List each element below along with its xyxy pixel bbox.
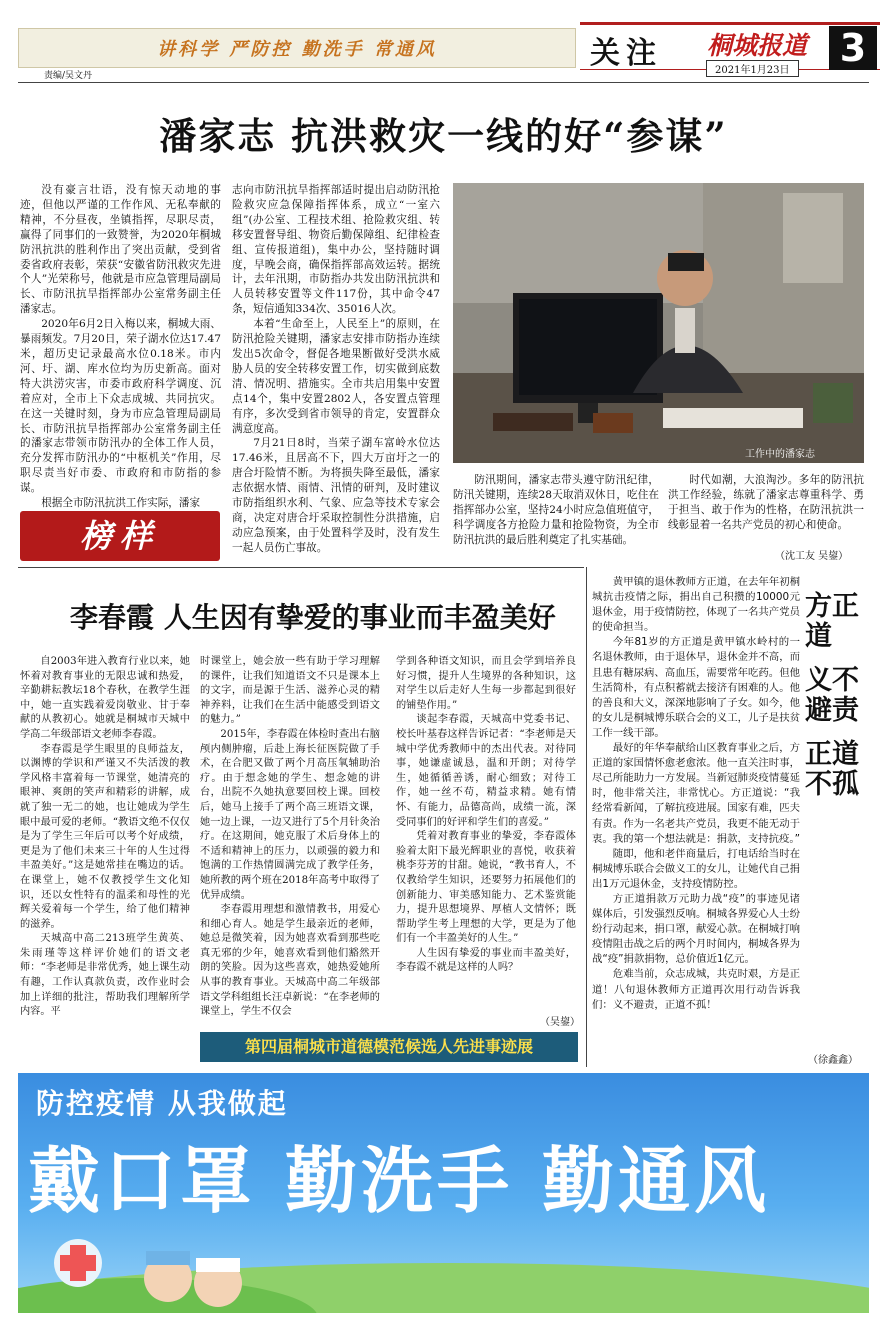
article2-column-2 (200, 655, 380, 1027)
article2-paragraph: 凭着对教育事业的挚爱，李春霞体验着太阳下最光辉职业的喜悦，收获着桃李芬芳的甘甜。她说，“教书育人，不仅教给学生知识，还要努力拓展他们的创新能力、审美感知能力、艺术鉴赏能力，提升思想境界、厚植人文情怀；既帮助学生考上理想的大学，更是为了他们有一个丰盈美好的人生。” (396, 831, 576, 945)
article2-paragraph: 李春霞用理想和激情教书，用爱心和细心育人。她是学生最亲近的老师，她总是微笑着，因为她喜欢看到那些吃真无邪的少年，她喜欢看到他们豁然开朗的笑脸。因为这些喜欢，她热爱她所从事的教育事业。天城高中高二年级部语文学科组组长汪卓新说：“在李老师的课堂上，学生不仅会 (200, 904, 380, 1018)
article2-byline: （吴鋆） (540, 1017, 580, 1028)
article3-title-line: 方正道 (805, 591, 859, 652)
article3-byline: （徐鑫鑫） (808, 1055, 858, 1066)
section-name: 关注 (590, 36, 662, 71)
article1-paragraph: 时代如潮，大浪淘沙。多年的防汛抗洪工作经验，练就了潘家志尊重科学、勇于担当、敢于作为的性格，在防汛抗洪一线彰显着一名共产党员的初心和使命。 (668, 474, 864, 531)
article3-paragraph: 随即，他和老伴商量后，打电话给当时在桐城博乐联合会做义工的女儿，让她代自己捐出1万元退休金，支持疫情防控。 (592, 847, 800, 890)
article1-column-2 (232, 183, 440, 566)
article1-column-4 (668, 473, 864, 548)
header-slogan-bar (18, 28, 576, 68)
article3-paragraph: 危难当前，众志成城，共克时艰，方是正道！八旬退休教师方正道再次用行动告诉我们：义不避责，正道不孤！ (592, 968, 800, 1011)
office-photo-illustration (453, 183, 864, 463)
article3-paragraph: 今年81岁的方正道是黄甲镇水岭村的一名退休教师，由于退休早，退休金并不高，而且患有糖尿病、高血压，需要常年吃药。但他生活简朴，有点积蓄就去接济有困难的人。他的善良和大义，深深地影响了子女。如今，他的女儿是桐城博乐联合会的义工，儿子是扶贫工作一线干部。 (592, 636, 800, 739)
article1-column-1 (20, 183, 221, 513)
article1-byline: （沈工友 吴鋆） (775, 551, 849, 562)
ad-main-slogan: 戴口罩 勤洗手 勤通风 (28, 1139, 771, 1223)
article2-paragraph: 时课堂上，她会放一些有助于学习理解的课件，让我们知道语文不只是课本上的文字，而是源于生活、滋养心灵的精神养料，让我们在生活中能感受到语文的魅力。” (200, 656, 380, 726)
article1-photo (453, 183, 864, 463)
article3-column (592, 575, 800, 1057)
article3-title-line: 正道不孤 (805, 739, 859, 800)
article3-paragraph: 黄甲镇的退休教师方正道，在去年年初桐城抗击疫情之际，捐出自己积攒的10000元退休金，用于疫情防控，体现了一名共产党员的使命担当。 (592, 576, 800, 634)
article1-paragraph: 防汛期间，潘家志带头遵守防汛纪律，防汛关键期，连续28天取消双休日，吃住在指挥部办公室，坚持24小时应急值班值守，科学调度各方抢险力量和抢险物资，为全市防汛抗洪的最后胜利奠定了扎实基础。 (453, 474, 659, 546)
article1-title: 潘家志 抗洪救灾一线的好“参谋” (159, 114, 728, 158)
article1-paragraph: 没有豪言壮语，没有惊天动地的事迹，但他以严谨的工作作风、无私奉献的精神，不分昼夜，坐镇指挥，尽职尽责，赢得了同事们的一致赞誉，为2020年桐城防汛抗洪的胜利作出了突出贡献，受到省委省政府表彰，荣获“安徽省防汛救灾先进个人”光荣称号，他就是市应急管理局副局长、市防汛抗旱指挥部办公室常务副主任潘家志。 (20, 184, 221, 316)
column-divider (586, 567, 587, 1067)
header-slogan: 讲科学 严防控 勤洗手 常通风 (157, 39, 437, 60)
page-number: 3 (829, 26, 877, 70)
article2-paragraph: 人生因有挚爱的事业而丰盈美好，李春霞不就是这样的人吗？ (396, 947, 576, 974)
article2-paragraph: 2015年，李春霞在体检时查出右脑颅内侧肿瘤，后赴上海长征医院做了手术，在合肥又做了两个月高压氧辅助治疗。由于想念她的学生、想念她的讲台，出院不久她执意要回校上课。回校后，她马上接手了两个高三班语文课，她一边上课，一边又进行了5个月针灸治疗。在这期间，她克服了术后身体上的不适和精神上的压力，以顽强的毅力和饱满的工作热情圆满完成了教学任务，她所教的两个班在2018年高考中取得了优异成绩。 (200, 728, 380, 901)
article1-paragraph: 志向市防汛抗旱指挥部适时提出启动防汛抢险救灾应急保障指挥体系，成立“一室六组”(办公室、工程技术组、抢险救灾组、转移安置督导组、物资后勤保障组、纪律检查组、宣传报道组)，集中办公，坚持随时调度，早晚会商，确保指挥部高效运转。据统计，去年汛期，市防指办共发出防汛抗洪和人员转移安置等文件117份，其中命令47条，短信通知334次、35016人次。 (232, 184, 440, 316)
article2-paragraph: 天城高中高二213班学生黄英、朱雨瑾等这样评价她们的语文老师：“李老师是非常优秀，她上课生动有趣，工作认真款负责，改作业时会加上详细的批注，帮助我们理解所学内容。平 (20, 933, 190, 1018)
article1-column-3 (453, 473, 659, 563)
article2-paragraph: 李春霞是学生眼里的良师益友，以渊博的学识和严谨又不失活泼的教学风格丰富着每一节课堂，她清亮的眼神、爽朗的笑声和精彩的讲解，成就了独一无二的她，也让她成为学生眼中最可爱的老师。“教语文绝不仅仅是为了学生三年后可以考个好成绩，更是为了他们未来三十年的人生过得丰盈美好。”这是她常挂在嘴边的话。在课堂上，她不仅教授学生文化知识，还以女性特有的温柔和母性的光辉关爱着每一个学生，给了他们精神的滋养。 (20, 743, 190, 930)
editor-credit: 责编/吴文丹 (44, 71, 93, 81)
article2-paragraph: 自2003年进入教育行业以来，她怀着对教育事业的无限忠诚和热爱，辛勤耕耘教坛18个春秋，在教学生涯中，她一直实践着爱岗敬业、甘于奉献的从教初心。她就是桐城市天城中学高二年级部语文老师李春霞。 (20, 656, 190, 740)
article2-paragraph: 学到各种语文知识，而且会学到培养良好习惯，提升人生境界的各种知识，这对学生以后走好人生每一步都起到很好的铺垫作用。” (396, 656, 576, 711)
header-divider (18, 82, 869, 83)
paper-name-logo: 桐城报道 (707, 31, 808, 60)
article1-paragraph: 2020年6月2日入梅以来，桐城大雨、暴雨频发。7月20日，荣子湖水位达17.47米，超历史记录最高水位0.18米。市内河、圩、湖、库水位均为历史新高。面对特大洪涝灾害，市委市政府科学调度、沉着应对，全市上下众志成城、共同抗灾。在这一关键时刻，身为市应急管理局副局长、市防汛抗旱指挥部办公室常务副主任的潘家志带领市防汛办的全体工作人员，充分发挥市防汛办的“中枢机关”作用，尽职尽责当好市委、市政府和市防指的参谋。 (20, 318, 221, 495)
article3-paragraph: 方正道捐款万元助力战“疫”的事迹见诸媒体后，引发强烈反响。桐城各界爱心人士纷纷行动起来，捐口罩，献爱心款。在桐城打响疫情阻击战之后的两个月时间内，桐城各界为战“疫”捐款捐物，总价值近1亿元。 (592, 892, 800, 966)
moral-model-banner: 第四届桐城市道德模范候选人先进事迹展 (200, 1032, 578, 1062)
article3-title (805, 592, 869, 800)
article-divider (18, 567, 584, 568)
article3-paragraph: 最好的年华奉献给山区教育事业之后，方正道的家国情怀愈老愈浓。他一直关注时事，尽己所能助力一方发展。当新冠肺炎疫情蔓延时，他非常关注，非常忧心。方正道说：“我经常看新闻，了解抗疫进展。国家有难，匹夫有责。作为一名老共产党员，我更不能无动于衷。我的第一个想法就是：捐款，支持抗疫。” (592, 742, 800, 845)
article1-paragraph: 本着“生命至上，人民至上”的原则，在防汛抢险关键期，潘家志安排市防指办连续发出5次命令，督促各地果断做好受洪水威胁人员的安全转移安置工作，切实做到底数清、情况明、措施实。全市共启用集中安置点14个，集中安置2802人，各安置点管理有序，多次受到省市领导的肯定，安置群众满意度高。 (232, 318, 440, 435)
article2-paragraph: 谈起李春霞，天城高中党委书记、校长叶基春这样告诉记者：“李老师是天城中学优秀教师中的杰出代表。对待同事，她谦虚诚恳，温和开朗；对待学生，她循循善诱，耐心细致；对待工作，她一丝不苟，精益求精。她有情怀、有能力，品德高尚，成绩一流，深受同事们的好评和学生们的喜爱。” (396, 714, 576, 828)
article3-title-line: 义不避责 (805, 665, 859, 726)
ad-headline: 防控疫情 从我做起 (36, 1087, 288, 1120)
article2-title: 李春霞 人生因有挚爱的事业而丰盈美好 (70, 601, 556, 634)
article2-column-3 (396, 655, 576, 1013)
photo-caption: 工作中的潘家志 (745, 449, 815, 460)
article2-column-1 (20, 655, 190, 1027)
article1-paragraph: 7月21日8时，当荣子湖车富岭水位达17.46米，且居高不下，四大万亩圩之一的唐合圩险情不断。为将损失降至最低，潘家志依据水情、雨情、汛情的研判，及时建议市防指组织水利、气象、应急等技术专家会商，决定对唐合圩采取控制性分洪措施，启动应急预案，由于处置科学及时，没有发生一起人员伤亡事故。 (232, 437, 440, 554)
bangyang-badge: 榜样 (20, 511, 220, 561)
issue-date: 2021年1月23日 (706, 60, 799, 77)
article1-paragraph: 根据全市防汛抗洪工作实际，潘家 (41, 497, 201, 510)
